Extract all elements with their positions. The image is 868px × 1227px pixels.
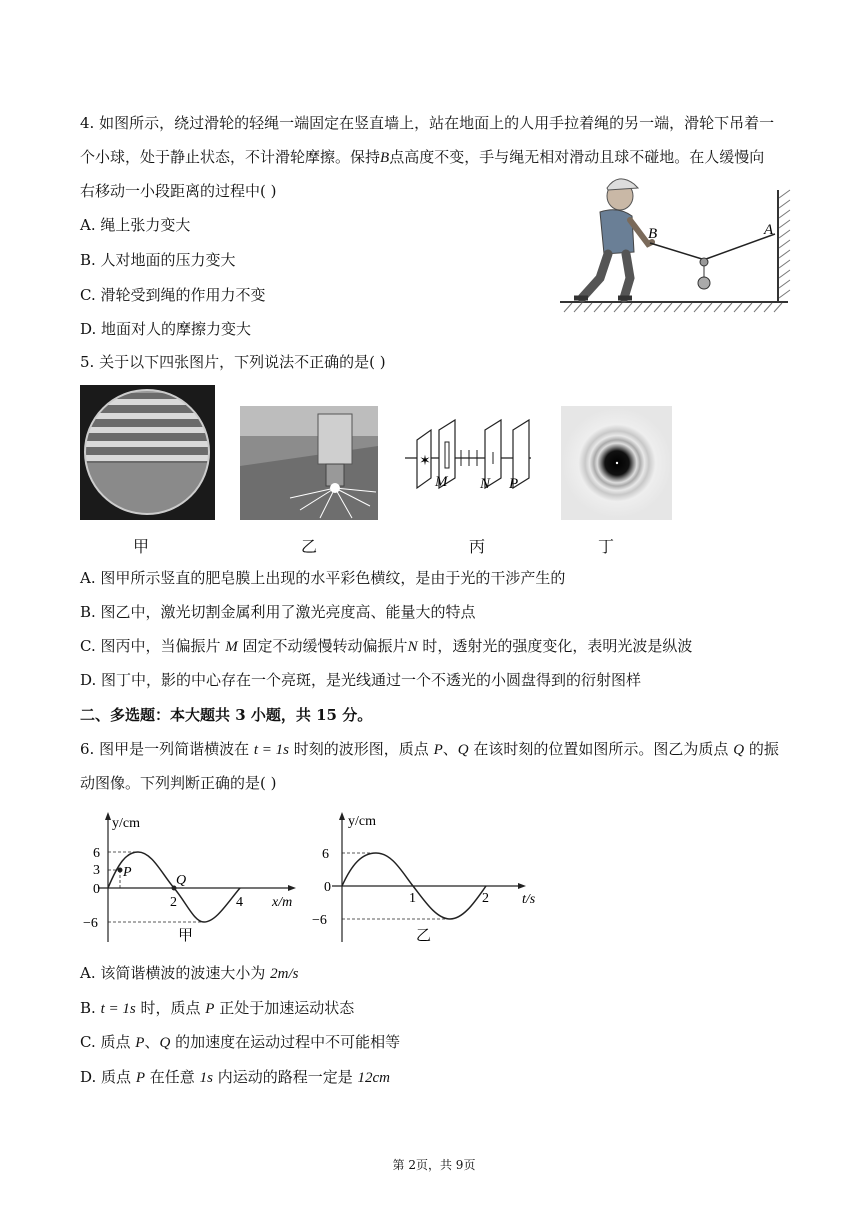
q6-option-d: D. 质点 P 在任意 1s 内运动的路程一定是 12cm	[80, 1068, 390, 1086]
q5-option-c: C. 图丙中，当偏振片 M 固定不动缓慢转动偏振片N 时，透射光的强度变化，表明光波是纵波	[80, 637, 693, 655]
ground-hatch	[560, 302, 788, 312]
q4-stem-line1: 4. 如图所示，绕过滑轮的轻绳一端固定在竖直墙上，站在地面上的人用手拉着绳的另一端，滑轮下吊着一	[80, 114, 775, 132]
wave-graph-jia	[80, 810, 310, 950]
q6-option-b: B. t = 1s 时，质点 P 正处于加速运动状态	[80, 999, 355, 1017]
rope	[650, 234, 775, 259]
q5-option-d: D. 图丁中，影的中心存在一个亮斑，是光线通过一个不透光的小圆盘得到的衍射图样	[80, 671, 642, 689]
ytick-neg6: −6	[83, 916, 98, 931]
ytick-0: 0	[93, 882, 100, 897]
ytick-6: 6	[93, 846, 100, 861]
q4-pulley-figure	[560, 170, 800, 315]
label-n: N	[480, 476, 491, 492]
q4-stem-line3: 右移动一小段距离的过程中( )	[80, 182, 277, 200]
label-p: P	[123, 865, 132, 880]
ttick-2: 2	[482, 891, 489, 906]
label-b: B	[648, 226, 658, 242]
ytick-6: 6	[322, 847, 329, 862]
graph-caption-jia: 甲	[178, 928, 194, 944]
label-q: Q	[176, 873, 187, 888]
pulley	[700, 258, 708, 266]
caption-jia: 甲	[133, 537, 150, 556]
q4-option-c: C. 滑轮受到绳的作用力不变	[80, 286, 266, 304]
tlabel: t/s	[522, 892, 536, 907]
diffraction-pattern	[561, 406, 672, 520]
q5-option-b: B. 图乙中，激光切割金属利用了激光亮度高、能量大的特点	[80, 603, 476, 621]
section-heading: 二、多选题：本大题共 3 小题，共 15 分。	[80, 706, 373, 724]
q5-option-a: A. 图甲所示竖直的肥皂膜上出现的水平彩色横纹，是由于光的干涉产生的	[80, 569, 566, 587]
page-footer: 第 2页，共 9页	[392, 1158, 476, 1172]
ttick-1: 1	[409, 891, 416, 906]
soap-film-photo	[80, 385, 215, 520]
ytick-neg6: −6	[312, 913, 327, 928]
xtick-4: 4	[236, 895, 243, 910]
xtick-2: 2	[170, 895, 177, 910]
caption-bing: 丙	[469, 537, 486, 556]
point-p	[118, 868, 123, 873]
graph-caption-yi: 乙	[416, 928, 432, 944]
ylabel: y/cm	[348, 814, 376, 829]
caption-ding: 丁	[598, 537, 615, 556]
ytick-3: 3	[93, 863, 100, 878]
svg-text:✶: ✶	[419, 454, 431, 469]
laser-cutting-photo	[240, 406, 378, 520]
q5-stem: 5. 关于以下四张图片，下列说法不正确的是( )	[80, 353, 386, 371]
q6-stem-line2: 动图像。下列判断正确的是( )	[80, 774, 277, 792]
q4-stem-line2: 个小球，处于静止状态，不计滑轮摩擦。保持B点高度不变，手与绳无相对滑动且球不碰地。在人缓慢向	[80, 148, 765, 166]
label-p: P	[509, 476, 519, 492]
vibration-graph-yi	[312, 810, 552, 950]
person-illustration	[574, 179, 652, 298]
ball	[698, 277, 710, 289]
q4-option-a: A. 绳上张力变大	[80, 216, 191, 234]
polarizer-diagram	[405, 400, 535, 492]
ytick-0: 0	[324, 880, 331, 895]
ylabel: y/cm	[112, 816, 140, 831]
label-m: M	[435, 474, 448, 490]
label-a: A	[764, 222, 774, 238]
q6-option-c: C. 质点 P、Q 的加速度在运动过程中不可能相等	[80, 1033, 401, 1051]
q4-option-d: D. 地面对人的摩擦力变大	[80, 320, 252, 338]
q6-option-a: A. 该简谐横波的波速大小为 2m/s	[80, 964, 299, 982]
xlabel: x/m	[272, 895, 293, 910]
q4-option-b: B. 人对地面的压力变大	[80, 251, 236, 269]
q6-stem-line1: 6. 图甲是一列简谐横波在 t = 1s 时刻的波形图，质点 P、Q 在该时刻的位置如图所示。图乙为质点 Q 的振	[80, 740, 779, 758]
caption-yi: 乙	[301, 537, 318, 556]
wall-hatch	[778, 190, 790, 302]
